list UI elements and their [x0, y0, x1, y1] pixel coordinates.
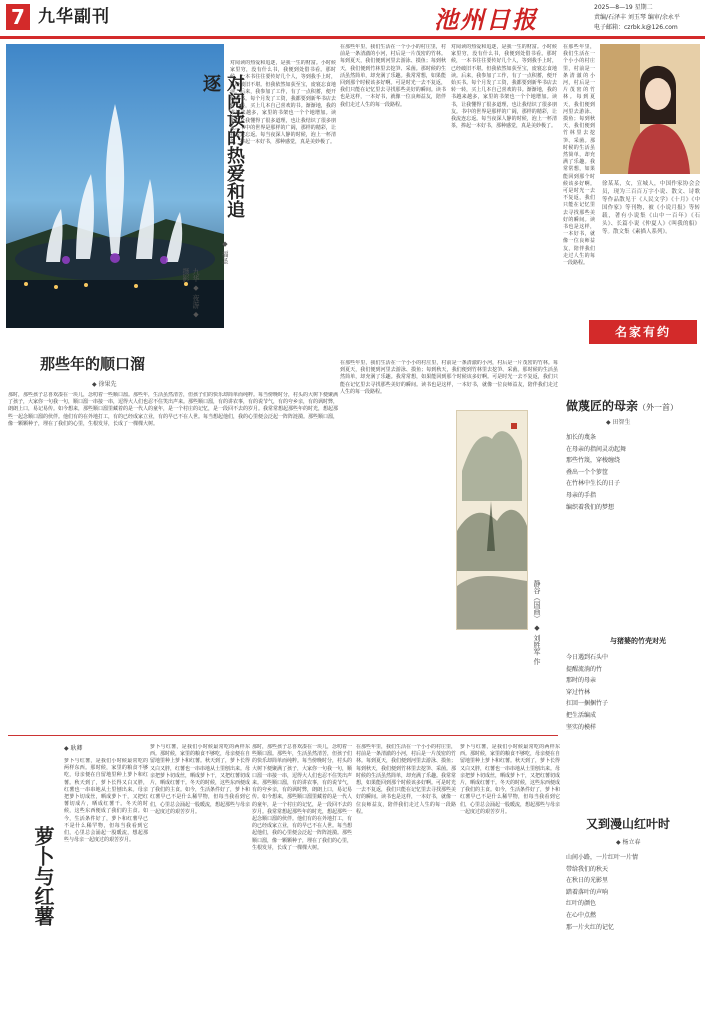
header-rule: [0, 36, 705, 39]
poem-line: 提醒流淌的竹: [566, 665, 603, 673]
poem-mountain-title: 又到漫山红叶时: [586, 817, 671, 831]
poem-line: 在秋日的光影里: [566, 877, 609, 885]
editors: 责编/石泽丰 刘玉琴 编审/余永平: [594, 14, 680, 21]
poem-line: 母亲的手指: [566, 491, 597, 499]
essay-radish-title: 萝卜与红薯: [31, 826, 55, 926]
poem-carpenter-stanza: [566, 432, 700, 513]
poem-carpenter-byline: ◆ 田智生: [606, 419, 631, 426]
poem-line: 叠出一个个箩筐: [566, 468, 609, 476]
poem-line: 在母亲的指间灵动起舞: [566, 445, 627, 453]
newspaper-logo: 池州日报: [434, 5, 538, 34]
author-portrait: [600, 44, 700, 174]
poem-carpenter-subtitle: （外一首）: [638, 403, 679, 412]
photo-caption: 九华 ◆ 夜游 ◆ 摄影: [182, 268, 200, 319]
page-number: 7: [6, 4, 30, 30]
ink-painting: [456, 410, 528, 630]
poem-carpenter-title: [566, 398, 705, 416]
essay-slide-byline: ◆ 徐果先: [92, 381, 117, 388]
section-title: 九华副刊: [38, 7, 110, 27]
poem-line: 把生活编成: [566, 711, 597, 719]
poem-sub-stanza: [566, 652, 700, 733]
essay-love-byline: ◆ 福圣: [221, 240, 229, 265]
poem-line: 山间小路，一片红叶一片情: [566, 854, 639, 861]
poem-carpenter-title-main: 做蔑匠的母亲: [566, 399, 639, 413]
essay-love-col4: 在那些年里，我们生活在一个小小的村庄里，村前是一条清澈的小河，村后是一片茂密的竹林。每到夏天，我们便到河里去游泳、摸鱼；每到秋天，我们便到竹林里去挖笋、采菌。那时候的生活虽然简单，却充满了乐趣。我常常想，如果能回到那个时候该多好啊。可是时光一去不复返，我们只能在记忆里去寻找那些美好的瞬间。读书也是这样，一本好书，就像一位良师益友，陪伴我们走过人生的每一段路程。: [563, 44, 595, 267]
issue-date: 2025—8—19 星期二: [594, 4, 653, 11]
header-info: [594, 3, 702, 33]
poem-line: 编织着我们的梦想: [566, 503, 615, 511]
poem-line: 坚实的模样: [566, 723, 597, 731]
essay-slide-title: 那些年的顺口溜: [40, 355, 146, 373]
section-divider: [8, 735, 558, 736]
essay-radish-col1: 萝卜与红薯，是我们小时候最常吃的两样东西。那时候，家里的粮食不够吃，母亲便在自留地里种上萝卜和红薯。秋天到了，萝卜长得又白又胖，红薯也一串串地从土里刨出来。母亲把萝卜切成丝，晒成萝卜干，又把红薯切成片，晒成红薯干。冬天的时候，这些东西便成了我们的主食。如今，生活条件好了，萝卜和红薯早已不是什么稀罕物，但每当我看到它们，心里总会涌起一股暖流，想起那些与母亲一起度过的艰苦岁月。: [64, 758, 148, 844]
essay-love-col1: 对阅读的热爱和追逐，是我一生的财富。小时候家里穷，没有什么书，我便到处借书看。那时候，一本书往往要传好几个人，等到我手上时，已经破旧不堪。但我依然如获至宝，废寝忘食地读。后来，我参加了工作，有了一点积蓄，便开始买书。每个月发了工资，我都要到新华书店去转一转，买上几本自己喜欢的书。渐渐地，我的书越来越多，家里的书架也一个个地增加。读书，让我懂得了很多道理，也让我结识了很多朋友。书中的世界是那样的广阔，那样的精彩，让我流连忘返。每当夜深人静的时候，泡上一杯清茶，捧起一本好书，那种感觉，真是美妙极了。: [230, 60, 336, 146]
essay-radish-col4: 在那些年里，我们生活在一个小小的村庄里，村前是一条清澈的小河，村后是一片茂密的竹林。每到夏天，我们便到河里去游泳、摸鱼；每到秋天，我们便到竹林里去挖笋、采菌。那时候的生活虽然简单，却充满了乐趣。我常常想，如果能回到那个时候该多好啊。可是时光一去不复返，我们只能在记忆里去寻找那些美好的瞬间。读书也是这样，一本好书，就像一位良师益友，陪伴我们走过人生的每一段路程。: [356, 744, 456, 815]
essay-love-continued: 在那些年里，我们生活在一个小小的村庄里，村前是一条清澈的小河，村后是一片茂密的竹林。每到夏天，我们便到河里去游泳、摸鱼；每到秋天，我们便到竹林里去挖笋、采菌。那时候的生活虽然简单，却充满了乐趣。我常常想，如果能回到那个时候该多好啊。可是时光一去不复返，我们只能在记忆里去寻找那些美好的瞬间。读书也是这样，一本好书，就像一位良师益友，陪伴我们走过人生的每一段路程。: [340, 360, 558, 395]
poem-line: 那时的母亲: [566, 677, 597, 685]
poem-sub-title: 与猪婆的竹壳对光: [610, 636, 666, 645]
contact-email: 电子邮箱：czrbk.k@126.com: [594, 24, 678, 31]
essay-love-col2: 在那些年里，我们生活在一个小小的村庄里，村前是一条清澈的小河，村后是一片茂密的竹林。每到夏天，我们便到河里去游泳、摸鱼；每到秋天，我们便到竹林里去挖笋、采菌。那时候的生活虽然简单，却充满了乐趣。我常常想，如果能回到那个时候该多好啊。可是时光一去不复返，我们只能在记忆里去寻找那些美好的瞬间。读书也是这样，一本好书，就像一位良师益友，陪伴我们走过人生的每一段路程。: [340, 44, 446, 108]
essay-love-title: 对阅读的热爱和追逐: [200, 74, 245, 218]
poem-line: 穿过竹林: [566, 688, 591, 696]
poem-line: 加长的蔑条: [566, 434, 597, 441]
poem-mountain-stanza: [566, 852, 700, 933]
poem-line: 带给我们的秋天: [566, 865, 609, 873]
poem-line: 在心中点燃: [566, 911, 597, 919]
essay-radish-col3: 那时，那些孩子总喜欢凑在一块儿，念叨着一些顺口溜。那些年，生活虽然清苦，但孩子们的快乐却简单而纯粹。每当傍晚时分，村头的大树下便聚满了孩子，大家你一句我一句，顺口溜一串接一串，逗得大人们也忍不住笑出声来。那些顺口溜，有的讲农事，有的说节气，有的夸乡亲，有的讽时弊，朗朗上口，易记易传。如今想来，那些顺口溜里藏着的是一代人的童年，是一个村庄的记忆，是一段回不去的岁月。我常常想起那些年的时光，想起那些一起念顺口溜的伙伴。他们有的在外地打工，有的已经成家立业，有的早已不在人世。每当想起他们，我的心里便会泛起一阵阵涟漪。那些顺口溜，像一颗颗种子，埋在了我们的心里，生根发芽，长成了一棵棵大树。: [252, 744, 352, 851]
author-bio: 徐某某，女，宣城人，中国作家协会会员，现为三百百万字小说、散文、诗歌等作品散见于《人民文学》《十月》《中国作家》等刊物，被《小说月报》等转载，著有小说集《山中一百年》《石头》、长篇小说《仲夏人》《叫我的船》等。散文集《素描人系列》。: [602, 181, 700, 235]
essay-slide-body: 那时，那些孩子总喜欢凑在一块儿，念叨着一些顺口溜。那些年，生活虽然清苦，但孩子们的快乐却简单而纯粹。每当傍晚时分，村头的大树下便聚满了孩子，大家你一句我一句，顺口溜一串接一串，逗得大人们也忍不住笑出声来。那些顺口溜，有的讲农事，有的说节气，有的夸乡亲，有的讽时弊，朗朗上口，易记易传。如今想来，那些顺口溜里藏着的是一代人的童年，是一个村庄的记忆，是一段回不去的岁月。我常常想起那些年的时光，想起那些一起念顺口溜的伙伴。他们有的在外地打工，有的已经成家立业，有的早已不在人世。每当想起他们，我的心里便会泛起一阵阵涟漪。那些顺口溜，像一颗颗种子，埋在了我们的心里，生根发芽，长成了一棵棵大树。: [8, 392, 338, 427]
poem-line: 那一片火红的记忆: [566, 923, 615, 931]
poem-line: 踏着落叶的声响: [566, 888, 609, 896]
poem-line: 红叶的颜色: [566, 900, 597, 908]
poem-line: 扛回一捆捆竹子: [566, 700, 609, 708]
essay-radish-byline: ◆ 耿卿: [64, 745, 83, 752]
poem-mountain-byline: ◆ 杨立春: [616, 839, 641, 846]
essay-radish-col5: 萝卜与红薯，是我们小时候最常吃的两样东西。那时候，家里的粮食不够吃，母亲便在自留地里种上萝卜和红薯。秋天到了，萝卜长得又白又胖，红薯也一串串地从土里刨出来。母亲把萝卜切成丝，晒成萝卜干，又把红薯切成片，晒成红薯干。冬天的时候，这些东西便成了我们的主食。如今，生活条件好了，萝卜和红薯早已不是什么稀罕物，但每当我看到它们，心里总会涌起一股暖流，想起那些与母亲一起度过的艰苦岁月。: [460, 744, 560, 815]
poem-line: 今日遇到石头中: [566, 654, 609, 661]
essay-radish-col2: 萝卜与红薯，是我们小时候最常吃的两样东西。那时候，家里的粮食不够吃，母亲便在自留地里种上萝卜和红薯。秋天到了，萝卜长得又白又胖，红薯也一串串地从土里刨出来。母亲把萝卜切成丝，晒成萝卜干，又把红薯切成片，晒成红薯干。冬天的时候，这些东西便成了我们的主食。如今，生活条件好了，萝卜和红薯早已不是什么稀罕物，但每当我看到它们，心里总会涌起一股暖流，想起那些与母亲一起度过的艰苦岁月。: [150, 744, 250, 815]
feature-banner: 名家有约: [589, 320, 697, 344]
essay-love-col3: 对阅读的热爱和追逐，是我一生的财富。小时候家里穷，没有什么书，我便到处借书看。那时候，一本书往往要传好几个人，等到我手上时，已经破旧不堪。但我依然如获至宝，废寝忘食地读。后来，我参加了工作，有了一点积蓄，便开始买书。每个月发了工资，我都要到新华书店去转一转，买上几本自己喜欢的书。渐渐地，我的书越来越多，家里的书架也一个个地增加。读书，让我懂得了很多道理，也让我结识了很多朋友。书中的世界是那样的广阔，那样的精彩，让我流连忘返。每当夜深人静的时候，泡上一杯清茶，捧起一本好书，那种感觉，真是美妙极了。: [451, 44, 557, 130]
painting-caption: 静谷（国画） ◆ 刘胜军 作: [533, 580, 541, 665]
poem-line: 那些竹篾，穿梭缠绕: [566, 457, 621, 465]
poem-line: 在竹林中生长的日子: [566, 480, 621, 488]
